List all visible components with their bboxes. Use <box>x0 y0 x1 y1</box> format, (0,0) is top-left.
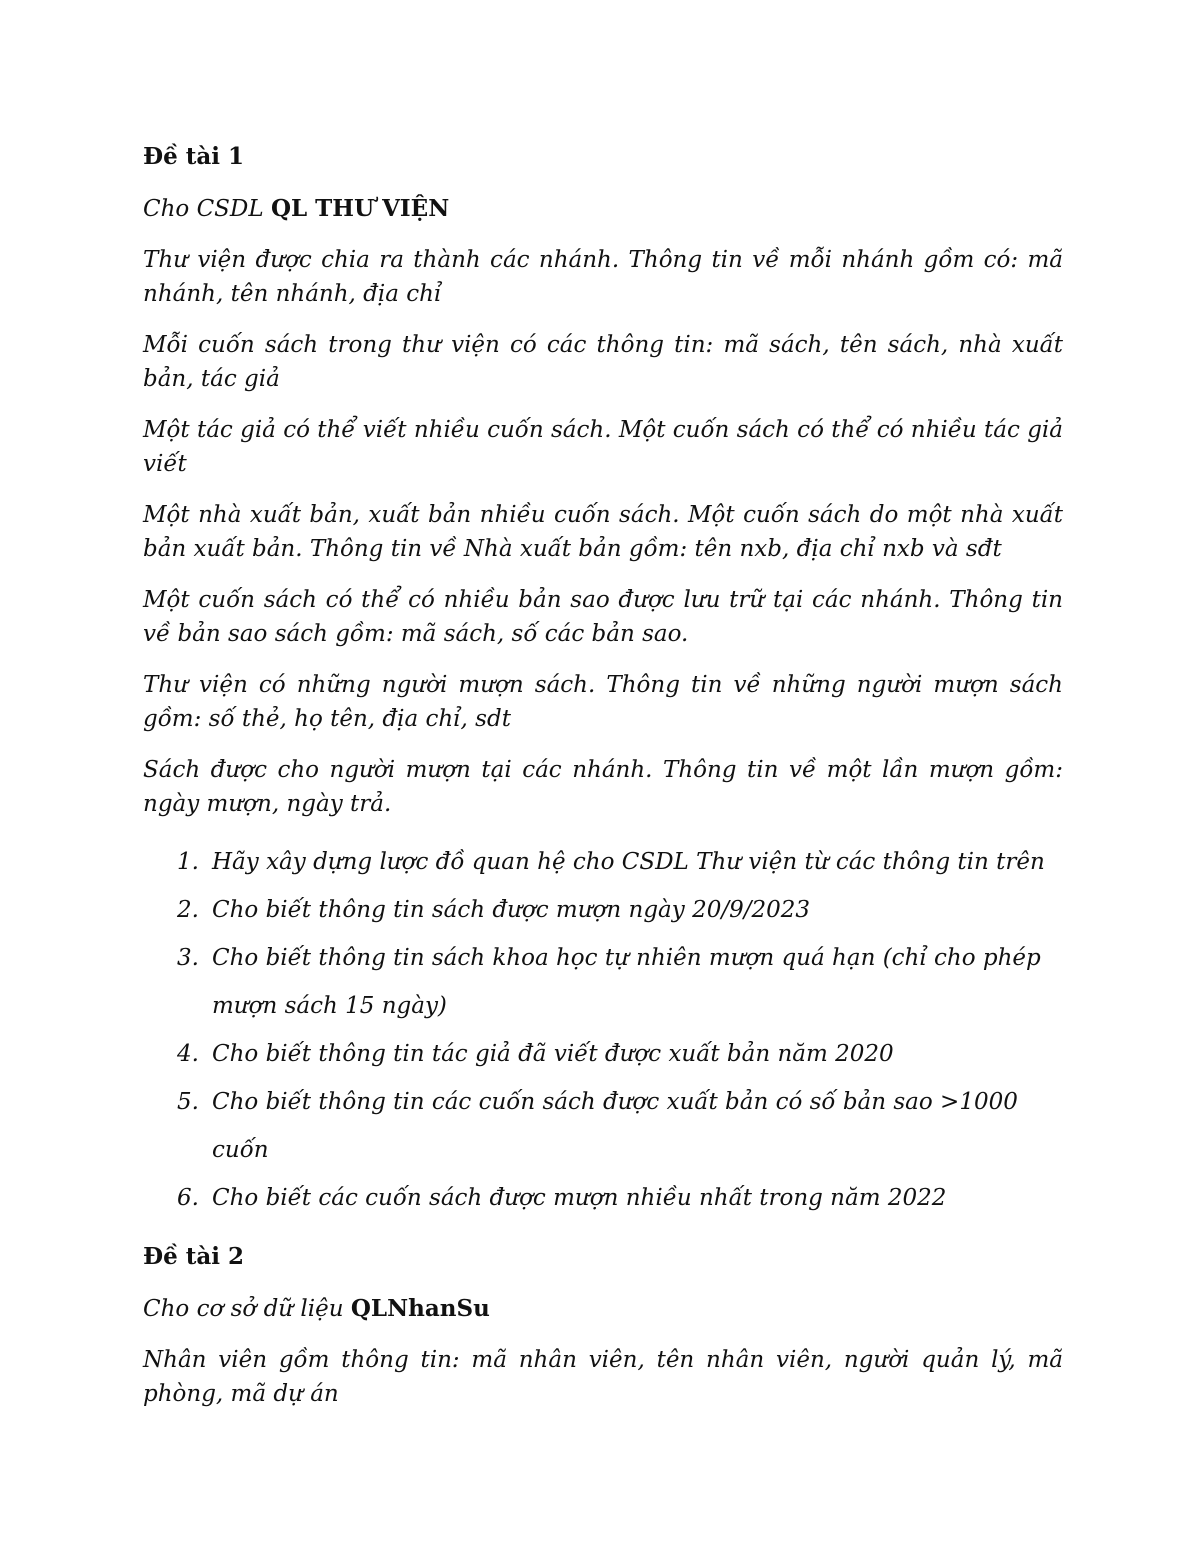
question-number: 1. <box>177 849 199 875</box>
topic1-paragraph: Một tác giả có thể viết nhiều cuốn sách. Một cuốn sách có thể có nhiều tác giả viết <box>143 417 1063 477</box>
topic1-paragraph: Sách được cho người mượn tại các nhánh. Thông tin về một lần mượn gồm: ngày mượn, ngày trả. <box>143 757 1063 817</box>
topic1-paragraph: Mỗi cuốn sách trong thư viện có các thông tin: mã sách, tên sách, nhà xuất bản, tác giả <box>143 332 1063 392</box>
topic1-intro-prefix: Cho CSDL <box>143 196 271 222</box>
question-text: Cho biết thông tin sách được mượn ngày 20/9/2023 <box>212 897 810 923</box>
topic1-paragraph: Thư viện có những người mượn sách. Thông tin về những người mượn sách gồm: số thẻ, họ tên, địa chỉ, sdt <box>143 672 1063 732</box>
topic2-intro <box>143 1292 1063 1326</box>
topic1-paragraph: Một cuốn sách có thể có nhiều bản sao được lưu trữ tại các nhánh. Thông tin về bản sao sách gồm: mã sách, số các bản sao. <box>143 587 1063 647</box>
question-item <box>143 838 1063 886</box>
question-text: Cho biết thông tin tác giả đã viết được xuất bản năm 2020 <box>212 1041 894 1067</box>
document-content <box>143 140 1063 1428</box>
topic1-intro <box>143 192 1063 226</box>
topic2-paragraph: Nhân viên gồm thông tin: mã nhân viên, tên nhân viên, người quản lý, mã phòng, mã dự án <box>143 1347 1063 1407</box>
topic2-db-name: QLNhanSu <box>350 1295 490 1322</box>
topic1-heading: Đề tài 1 <box>143 143 245 170</box>
topic2-intro-prefix: Cho cơ sở dữ liệu <box>143 1296 351 1322</box>
question-item <box>143 1174 1063 1222</box>
question-number: 6. <box>177 1185 199 1211</box>
question-text: Cho biết thông tin sách khoa học tự nhiên mượn quá hạn (chỉ cho phép mượn sách 15 ngày) <box>212 945 1041 1019</box>
question-item <box>143 1030 1063 1078</box>
question-text: Cho biết thông tin các cuốn sách được xuất bản có số bản sao >1000 cuốn <box>212 1089 1018 1163</box>
question-item <box>143 1078 1063 1174</box>
topic1-question-list <box>143 838 1063 1222</box>
question-item <box>143 886 1063 934</box>
question-number: 5. <box>177 1089 199 1115</box>
topic2-heading: Đề tài 2 <box>143 1243 245 1270</box>
question-number: 4. <box>177 1041 199 1067</box>
question-item <box>143 934 1063 1030</box>
question-text: Hãy xây dựng lược đồ quan hệ cho CSDL Thư viện từ các thông tin trên <box>212 849 1045 875</box>
question-number: 3. <box>177 945 199 971</box>
topic1-paragraph: Một nhà xuất bản, xuất bản nhiều cuốn sách. Một cuốn sách do một nhà xuất bản xuất bản. Thông tin về Nhà xuất bản gồm: tên nxb, địa chỉ nxb và sđt <box>143 502 1063 562</box>
question-text: Cho biết các cuốn sách được mượn nhiều nhất trong năm 2022 <box>212 1185 947 1211</box>
topic1-db-name: QL THƯ VIỆN <box>270 195 450 222</box>
topic1-paragraph: Thư viện được chia ra thành các nhánh. Thông tin về mỗi nhánh gồm có: mã nhánh, tên nhánh, địa chỉ <box>143 247 1063 307</box>
question-number: 2. <box>177 897 199 923</box>
